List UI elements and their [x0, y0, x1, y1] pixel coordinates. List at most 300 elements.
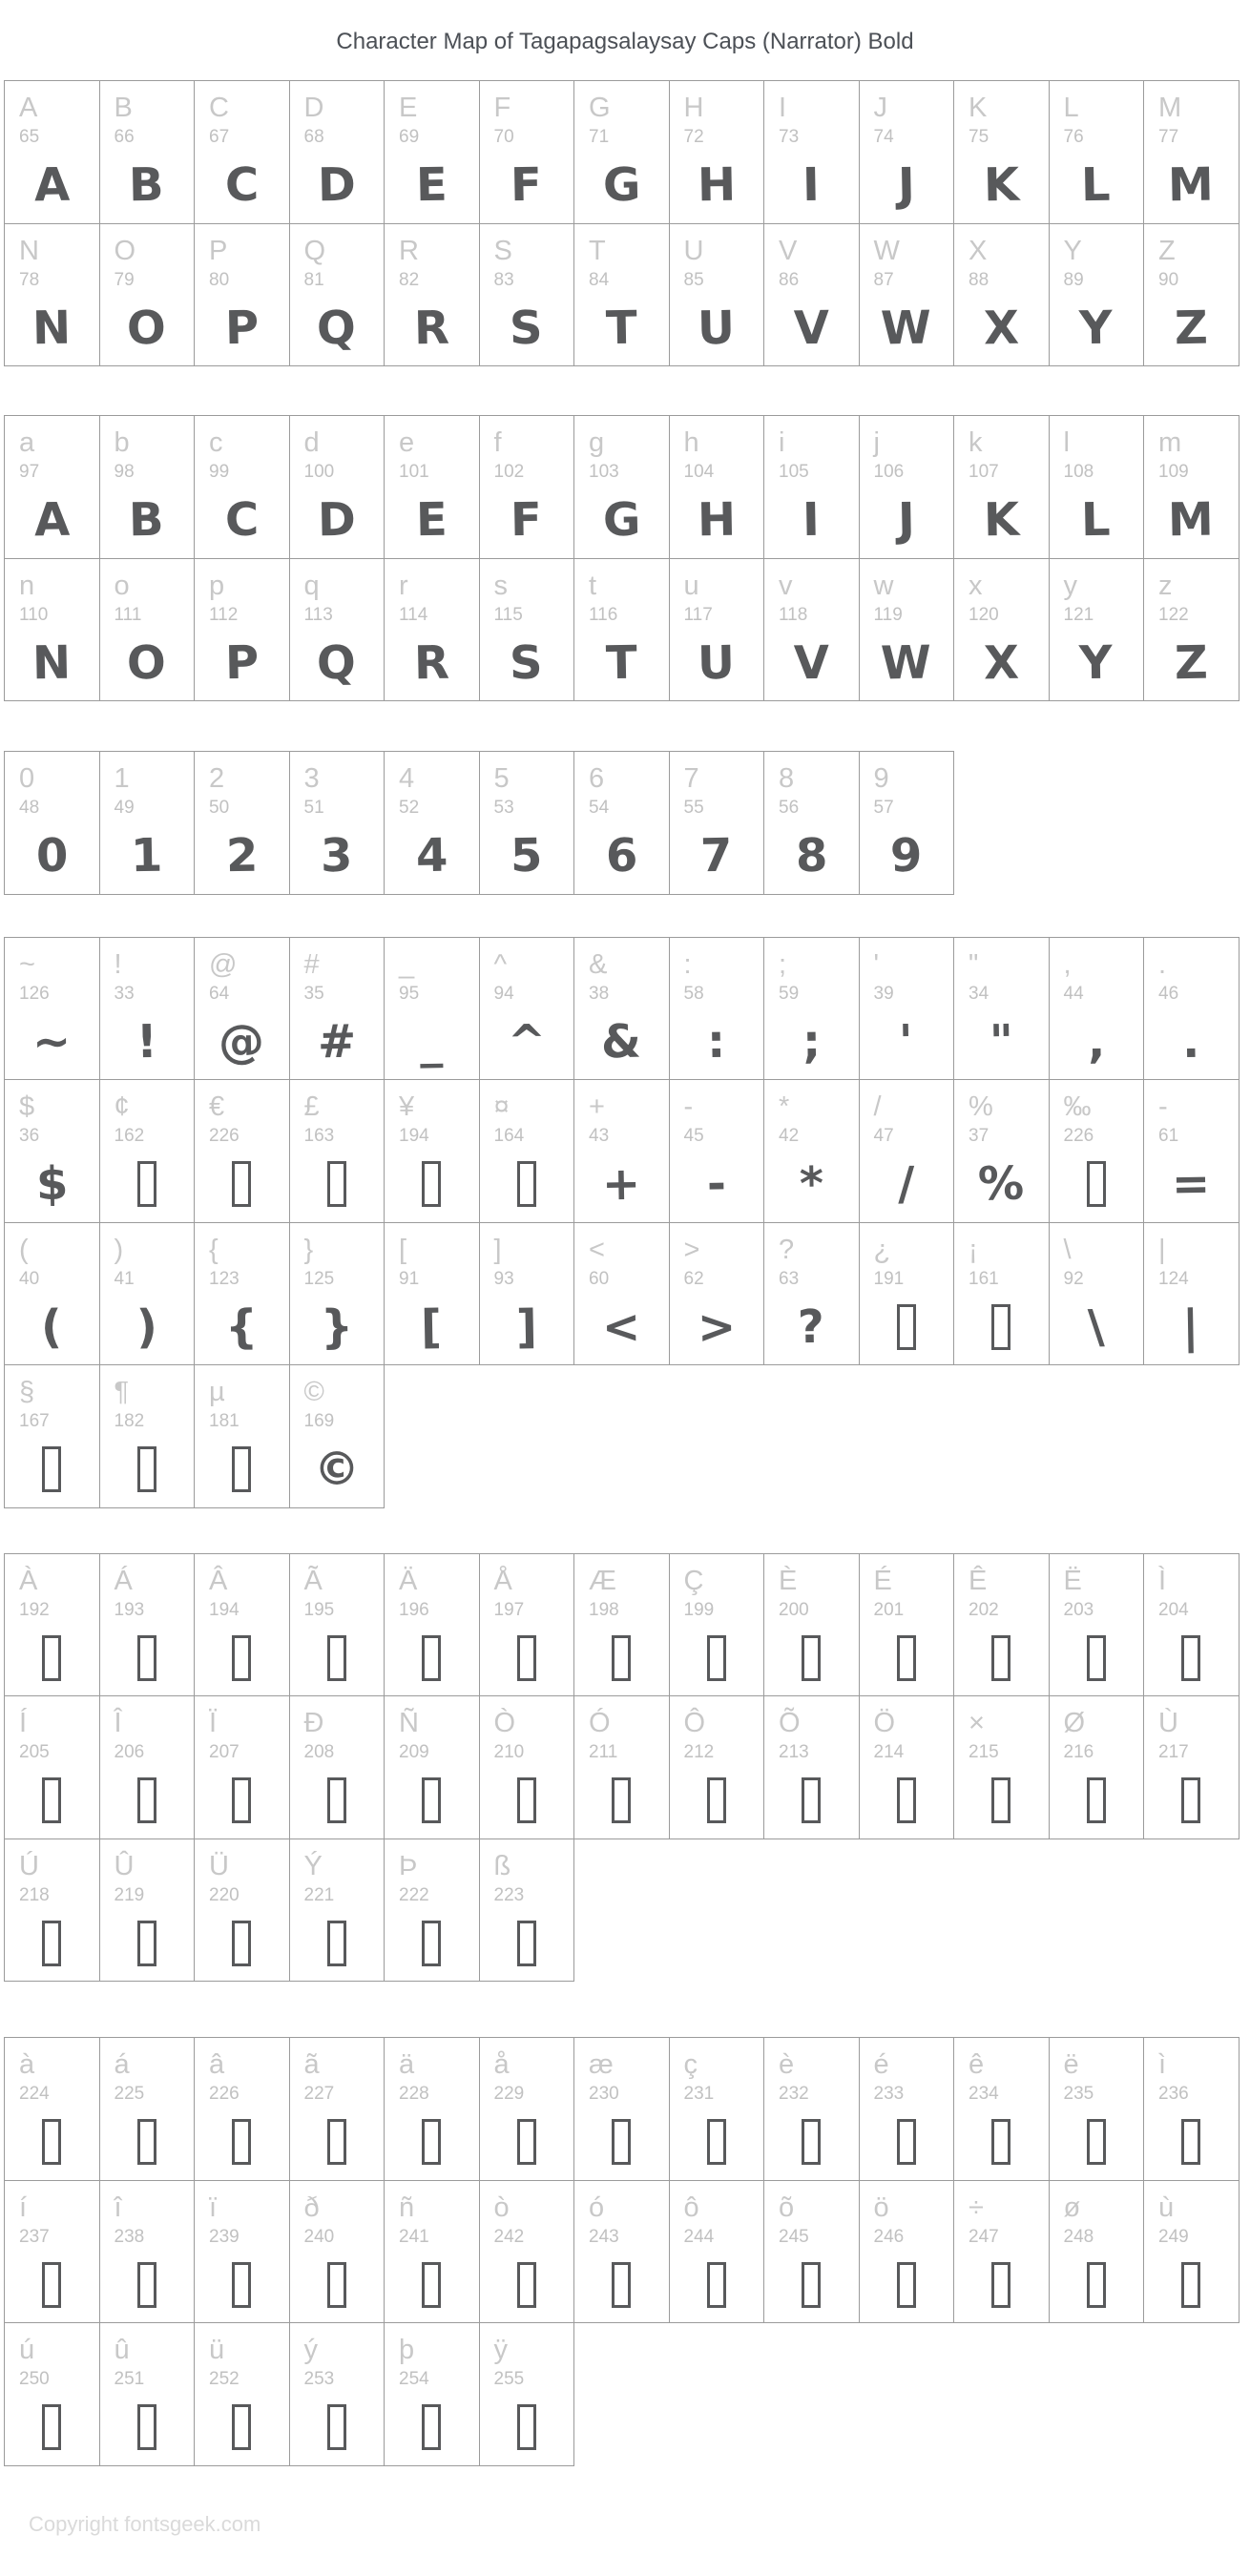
char-label: a	[19, 427, 35, 458]
char-label: ?	[779, 1234, 795, 1265]
char-glyph: D	[317, 492, 357, 548]
char-code: 117	[683, 604, 713, 625]
char-glyph: {	[224, 1299, 259, 1354]
char-label: ß	[493, 1850, 511, 1881]
missing-glyph-area	[574, 1621, 669, 1695]
char-cell	[99, 223, 196, 367]
char-label: Ç	[683, 1565, 704, 1596]
char-code: 42	[779, 1126, 800, 1146]
char-label: v	[779, 570, 793, 601]
char-glyph: K	[983, 492, 1020, 548]
char-code: 233	[873, 2084, 905, 2104]
char-glyph: !	[135, 1014, 158, 1069]
char-code: 198	[589, 1599, 619, 1620]
char-cell	[4, 558, 100, 702]
char-glyph: >	[697, 1299, 737, 1354]
char-label: G	[589, 93, 611, 123]
char-cell	[1143, 2037, 1240, 2181]
missing-glyph-area	[954, 2248, 1049, 2322]
char-label: n	[19, 570, 35, 601]
char-cell	[1049, 223, 1145, 367]
char-label: ü	[209, 2335, 225, 2365]
glyph-area	[764, 483, 859, 557]
char-cell	[1049, 1695, 1145, 1839]
char-code: 122	[1158, 604, 1189, 625]
char-glyph: 6	[605, 828, 638, 883]
char-glyph: Q	[316, 301, 357, 355]
missing-glyph-area	[5, 2248, 99, 2322]
char-code: 114	[399, 604, 428, 625]
char-glyph: Q	[316, 635, 357, 690]
char-cell	[4, 751, 100, 895]
char-label: Ð	[303, 1708, 324, 1738]
char-label: R	[399, 235, 419, 266]
missing-glyph-area	[5, 1432, 99, 1506]
tofu-box-icon	[991, 2119, 1010, 2165]
glyph-area	[100, 1290, 195, 1364]
char-block-digits	[4, 751, 954, 895]
tofu-box-icon	[1087, 2119, 1106, 2165]
char-row	[4, 1695, 1240, 1839]
glyph-area	[764, 148, 859, 222]
char-label: ù	[1158, 2192, 1175, 2223]
char-cell	[4, 1695, 100, 1839]
char-label: |	[1158, 1234, 1166, 1265]
char-cell	[384, 1695, 480, 1839]
char-glyph: M	[1167, 492, 1215, 548]
glyph-area	[480, 819, 574, 893]
missing-glyph-area	[1050, 1621, 1144, 1695]
char-label: î	[114, 2192, 122, 2223]
char-label: À	[19, 1565, 38, 1596]
char-label: ó	[589, 2192, 605, 2223]
char-code: 208	[303, 1742, 335, 1762]
char-code: 124	[1158, 1268, 1189, 1289]
char-cell	[763, 2037, 860, 2181]
char-label: P	[209, 235, 228, 266]
missing-glyph-area	[195, 2248, 289, 2322]
char-cell	[573, 415, 670, 559]
char-glyph: <	[601, 1299, 641, 1354]
char-cell	[953, 1695, 1050, 1839]
char-cell	[573, 1222, 670, 1366]
char-code: 110	[19, 604, 49, 625]
char-glyph: V	[793, 301, 830, 355]
char-cell	[289, 751, 385, 895]
char-code: 106	[873, 462, 905, 482]
char-block-lowercase	[4, 415, 1240, 701]
char-cell	[289, 223, 385, 367]
missing-glyph-area	[954, 1763, 1049, 1838]
glyph-area	[290, 483, 385, 557]
char-row	[4, 1553, 1240, 1697]
char-label: Ê	[969, 1565, 988, 1596]
tofu-box-icon	[612, 2119, 631, 2165]
char-code: 93	[493, 1268, 514, 1289]
char-code: 100	[303, 462, 335, 482]
char-glyph: E	[415, 492, 448, 548]
tofu-box-icon	[232, 2404, 251, 2450]
char-label: q	[303, 570, 320, 601]
missing-glyph-area	[954, 1290, 1049, 1364]
char-code: 40	[19, 1268, 40, 1289]
char-code: 192	[19, 1599, 50, 1620]
char-cell	[99, 558, 196, 702]
char-code: 41	[114, 1268, 135, 1289]
char-cell	[4, 2180, 100, 2324]
char-code: 34	[969, 983, 990, 1004]
glyph-area	[574, 1290, 669, 1364]
char-row	[4, 1364, 1240, 1508]
missing-glyph-area	[480, 2390, 574, 2464]
char-code: 199	[683, 1599, 715, 1620]
glyph-area	[5, 819, 99, 893]
char-code: 193	[114, 1599, 145, 1620]
char-cell	[859, 1695, 955, 1839]
char-code: 111	[114, 604, 142, 625]
char-cell	[669, 558, 765, 702]
char-code: 246	[873, 2226, 905, 2247]
char-label: .	[1158, 948, 1167, 980]
char-glyph: ;	[802, 1014, 822, 1069]
char-cell	[859, 751, 955, 895]
char-glyph: V	[793, 635, 830, 690]
char-glyph: @	[218, 1014, 265, 1069]
char-code: 226	[209, 2084, 240, 2104]
char-code: 115	[493, 604, 523, 625]
tofu-box-icon	[137, 2404, 156, 2450]
char-code: 164	[493, 1126, 525, 1146]
char-glyph: D	[317, 157, 357, 213]
char-label: Ú	[19, 1850, 39, 1881]
char-row	[4, 1079, 1240, 1223]
glyph-area	[290, 819, 385, 893]
char-label: Á	[114, 1565, 133, 1596]
char-label: ~	[19, 948, 35, 980]
char-label: ë	[1063, 2049, 1079, 2080]
glyph-area	[385, 291, 479, 365]
char-cell	[953, 223, 1050, 367]
char-label: €	[209, 1091, 225, 1122]
tofu-box-icon	[232, 1777, 251, 1823]
char-glyph: .	[1181, 1014, 1200, 1069]
char-glyph: %	[977, 1156, 1025, 1212]
char-cell	[479, 751, 575, 895]
char-cell	[4, 937, 100, 1081]
char-cell	[479, 80, 575, 224]
char-label: 2	[209, 763, 225, 794]
glyph-area	[195, 148, 289, 222]
char-glyph: T	[605, 635, 638, 690]
glyph-area	[954, 483, 1049, 557]
tofu-box-icon	[422, 1777, 441, 1823]
glyph-area	[670, 819, 764, 893]
char-glyph: N	[31, 635, 72, 690]
missing-glyph-area	[290, 1906, 385, 1981]
glyph-area	[574, 148, 669, 222]
char-cell	[763, 751, 860, 895]
char-cell	[194, 80, 290, 224]
char-label: c	[209, 427, 223, 458]
char-code: 206	[114, 1742, 145, 1762]
char-code: 107	[969, 462, 999, 482]
glyph-area	[5, 148, 99, 222]
char-label: b	[114, 427, 130, 458]
tofu-box-icon	[42, 1777, 61, 1823]
glyph-area	[1050, 1290, 1144, 1364]
char-cell	[1143, 80, 1240, 224]
tofu-box-icon	[232, 1161, 251, 1207]
char-code: 182	[114, 1411, 145, 1431]
char-cell	[289, 2037, 385, 2181]
char-label: Û	[114, 1850, 135, 1881]
char-cell	[953, 2037, 1050, 2181]
char-code: 59	[779, 983, 800, 1004]
char-code: 37	[969, 1126, 990, 1146]
missing-glyph-area	[5, 2390, 99, 2464]
char-cell	[763, 558, 860, 702]
char-cell	[384, 937, 480, 1081]
char-glyph: }	[320, 1299, 354, 1354]
glyph-area	[385, 148, 479, 222]
char-code: 253	[303, 2369, 335, 2389]
char-cell	[1143, 1222, 1240, 1366]
char-code: 163	[303, 1126, 335, 1146]
char-code: 234	[969, 2084, 999, 2104]
missing-glyph-area	[5, 1621, 99, 1695]
char-label: N	[19, 235, 39, 266]
glyph-area	[480, 483, 574, 557]
char-label: Þ	[399, 1850, 418, 1881]
tofu-box-icon	[232, 1921, 251, 1966]
char-glyph: 2	[225, 828, 259, 883]
char-glyph: 5	[510, 828, 543, 883]
glyph-area	[670, 1147, 764, 1221]
tofu-box-icon	[137, 1446, 156, 1492]
glyph-area	[385, 1005, 479, 1079]
char-label: â	[209, 2049, 225, 2080]
char-label: Ò	[493, 1708, 516, 1738]
char-label: Æ	[589, 1565, 616, 1596]
char-glyph: Z	[1174, 301, 1209, 355]
char-label: ö	[873, 2192, 889, 2223]
missing-glyph-area	[100, 1621, 195, 1695]
char-glyph: M	[1167, 157, 1215, 213]
glyph-area	[1050, 1005, 1144, 1079]
char-cell	[1143, 1553, 1240, 1697]
char-cell	[859, 1553, 955, 1697]
char-code: 223	[493, 1884, 525, 1905]
char-code: 219	[114, 1884, 145, 1905]
tofu-box-icon	[991, 2262, 1010, 2308]
char-cell	[289, 80, 385, 224]
char-code: 125	[303, 1268, 335, 1289]
missing-glyph-area	[195, 1621, 289, 1695]
char-label: ð	[303, 2192, 320, 2223]
char-row	[4, 80, 1240, 224]
char-cell	[1049, 80, 1145, 224]
char-label: É	[873, 1565, 892, 1596]
missing-glyph-area	[480, 1763, 574, 1838]
char-code: 44	[1063, 983, 1084, 1004]
char-glyph: W	[880, 301, 932, 355]
char-glyph: I	[802, 157, 821, 213]
char-cell	[859, 80, 955, 224]
glyph-area	[954, 1005, 1049, 1079]
char-cell	[99, 1222, 196, 1366]
char-label: C	[209, 93, 229, 123]
tofu-box-icon	[327, 1635, 346, 1681]
char-code: 213	[779, 1742, 809, 1762]
char-glyph: U	[697, 635, 736, 690]
missing-glyph-area	[290, 2248, 385, 2322]
char-cell	[1143, 558, 1240, 702]
char-cell	[99, 1695, 196, 1839]
missing-glyph-area	[670, 2105, 764, 2179]
char-cell	[763, 1553, 860, 1697]
char-label: V	[779, 235, 798, 266]
tofu-box-icon	[517, 2262, 536, 2308]
char-cell	[99, 2180, 196, 2324]
glyph-area	[5, 1147, 99, 1221]
char-cell	[763, 937, 860, 1081]
missing-glyph-area	[290, 1147, 385, 1221]
glyph-area	[954, 291, 1049, 365]
char-code: 85	[683, 269, 704, 290]
glyph-area	[764, 1005, 859, 1079]
char-label: í	[19, 2192, 28, 2223]
char-code: 77	[1158, 127, 1179, 147]
tofu-box-icon	[707, 2262, 726, 2308]
char-code: 191	[873, 1268, 905, 1289]
char-code: 167	[19, 1411, 50, 1431]
char-code: 228	[399, 2084, 429, 2104]
char-label: ¿	[873, 1234, 891, 1265]
char-cell	[194, 1695, 290, 1839]
char-code: 67	[209, 127, 230, 147]
missing-glyph-area	[670, 1621, 764, 1695]
char-cell	[4, 2037, 100, 2181]
char-label: ,	[1063, 948, 1072, 980]
char-code: 197	[493, 1599, 525, 1620]
char-glyph: F	[510, 157, 543, 213]
glyph-area	[195, 1290, 289, 1364]
missing-glyph-area	[1144, 1621, 1239, 1695]
char-code: 90	[1158, 269, 1179, 290]
char-cell	[1143, 2180, 1240, 2324]
char-label: m	[1158, 427, 1182, 458]
char-glyph: &	[600, 1014, 642, 1069]
char-cell	[669, 223, 765, 367]
char-label: û	[114, 2335, 130, 2365]
missing-glyph-area	[195, 2390, 289, 2464]
char-cell	[4, 1222, 100, 1366]
char-cell	[573, 1079, 670, 1223]
char-code: 215	[969, 1742, 999, 1762]
char-label: f	[493, 427, 502, 458]
char-glyph: J	[897, 157, 916, 213]
missing-glyph-area	[764, 1763, 859, 1838]
char-glyph: C	[224, 157, 260, 213]
char-code: 66	[114, 127, 135, 147]
char-code: 86	[779, 269, 800, 290]
char-glyph: O	[126, 301, 167, 355]
char-glyph: [	[420, 1299, 443, 1354]
char-glyph: L	[1080, 492, 1112, 548]
char-code: 89	[1063, 269, 1084, 290]
char-label: ê	[969, 2049, 985, 2080]
char-label: Ã	[303, 1565, 323, 1596]
char-label: é	[873, 2049, 889, 2080]
char-label: Ü	[209, 1850, 229, 1881]
char-code: 209	[399, 1742, 429, 1762]
char-cell	[99, 937, 196, 1081]
tofu-box-icon	[327, 1921, 346, 1966]
char-label: %	[969, 1091, 993, 1122]
glyph-area	[860, 291, 954, 365]
char-code: 236	[1158, 2084, 1189, 2104]
tofu-box-icon	[137, 1161, 156, 1207]
char-glyph: B	[128, 157, 165, 213]
missing-glyph-area	[195, 1432, 289, 1506]
char-code: 113	[303, 604, 333, 625]
char-label: x	[969, 570, 983, 601]
tofu-box-icon	[1087, 1777, 1106, 1823]
char-label: Í	[19, 1708, 28, 1738]
tofu-box-icon	[897, 1304, 916, 1350]
char-label: ©	[303, 1377, 324, 1407]
char-cell	[763, 2180, 860, 2324]
char-cell	[289, 1222, 385, 1366]
char-cell	[953, 2180, 1050, 2324]
char-label: è	[779, 2049, 795, 2080]
char-label: á	[114, 2049, 130, 2080]
char-label: Õ	[779, 1708, 801, 1738]
char-cell	[859, 2037, 955, 2181]
char-code: 162	[114, 1126, 145, 1146]
char-code: 244	[683, 2226, 715, 2247]
char-code: 57	[873, 798, 894, 818]
char-code: 245	[779, 2226, 809, 2247]
glyph-area	[860, 483, 954, 557]
char-cell	[669, 80, 765, 224]
char-code: 229	[493, 2084, 525, 2104]
char-glyph: A	[33, 492, 71, 548]
missing-glyph-area	[670, 1763, 764, 1838]
char-cell	[669, 2037, 765, 2181]
char-cell	[573, 2037, 670, 2181]
char-code: 84	[589, 269, 610, 290]
char-cell	[1143, 223, 1240, 367]
char-cell	[194, 558, 290, 702]
tofu-box-icon	[327, 1777, 346, 1823]
char-cell	[669, 1695, 765, 1839]
char-code: 225	[114, 2084, 145, 2104]
missing-glyph-area	[1144, 2105, 1239, 2179]
char-glyph: -	[706, 1156, 727, 1212]
char-cell	[194, 1553, 290, 1697]
tofu-box-icon	[232, 2262, 251, 2308]
char-code: 33	[114, 983, 135, 1004]
tofu-box-icon	[422, 1921, 441, 1966]
char-cell	[194, 223, 290, 367]
char-code: 210	[493, 1742, 525, 1762]
char-label: /	[873, 1091, 882, 1122]
glyph-area	[385, 819, 479, 893]
char-code: 55	[683, 798, 704, 818]
char-code: 65	[19, 127, 40, 147]
glyph-area	[480, 1005, 574, 1079]
